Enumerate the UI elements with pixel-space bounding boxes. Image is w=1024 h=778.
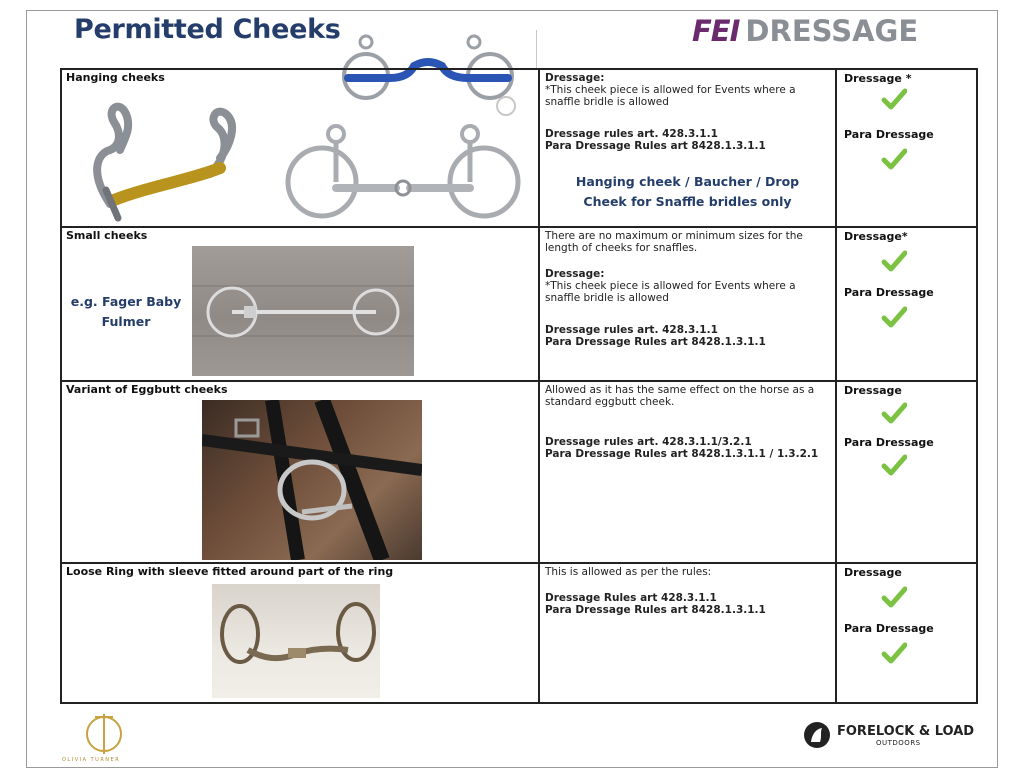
example-note: e.g. Fager Baby Fulmer	[70, 294, 182, 329]
desc-intro: This is allowed as per the rules:	[545, 566, 712, 578]
olivia-turner-text: OLIVIA TURNER	[62, 757, 121, 763]
page-title: Permitted Cheeks	[74, 14, 341, 45]
loose-ring-bit-photo	[212, 584, 380, 698]
fei-logo-text: FEI	[692, 14, 740, 48]
table-row-loose-ring	[62, 564, 976, 702]
rule-para-dressage: Para Dressage Rules art 8428.1.3.1.1	[545, 604, 766, 616]
check-icon	[881, 454, 907, 476]
rule-dressage: Dressage rules art. 428.3.1.1	[545, 324, 718, 336]
rule-para-dressage: Para Dressage Rules art 8428.1.3.1.1 / 1.3.2.1	[545, 448, 819, 460]
table-row-hanging-cheeks	[62, 70, 976, 228]
row-title: Hanging cheeks	[66, 71, 165, 84]
table-row-eggbutt-cheeks	[62, 382, 976, 564]
check-icon	[881, 88, 907, 110]
permission-cell	[837, 564, 976, 702]
row-title: Loose Ring with sleeve fitted around part of the ring	[66, 565, 394, 578]
perm-para-dressage-label: Para Dressage	[844, 286, 934, 299]
rule-para-dressage: Para Dressage Rules art 8428.1.3.1.1	[545, 336, 766, 348]
desc-text: *This cheek piece is allowed for Events where a snaffle bridle is allowed	[545, 84, 796, 108]
table-row-small-cheeks	[62, 228, 976, 382]
check-icon	[881, 586, 907, 608]
forelock-load-horse-icon	[802, 720, 832, 750]
olivia-turner-logo	[84, 712, 124, 756]
permission-cell	[837, 382, 976, 562]
row-title: Variant of Eggbutt cheeks	[66, 383, 228, 396]
row-title: Small cheeks	[66, 229, 148, 242]
rule-dressage: Dressage rules art. 428.3.1.1	[545, 128, 718, 140]
check-icon	[881, 250, 907, 272]
check-icon	[881, 642, 907, 664]
check-icon	[881, 148, 907, 170]
cheek-image-cell	[62, 382, 540, 562]
description-cell	[540, 70, 837, 226]
dressage-logo-text: DRESSAGE	[745, 14, 919, 48]
desc-heading: Dressage:	[545, 72, 605, 84]
perm-para-dressage-label: Para Dressage	[844, 622, 934, 635]
hanging-cheek-note: Hanging cheek / Baucher / Drop Cheek for Snaffle bridles only	[575, 174, 800, 209]
perm-dressage-label: Dressage *	[844, 72, 912, 85]
perm-para-dressage-label: Para Dressage	[844, 436, 934, 449]
check-icon	[881, 402, 907, 424]
loose-ring-bit-image	[212, 584, 380, 698]
description-cell	[540, 564, 837, 702]
perm-dressage-label: Dressage*	[844, 230, 908, 243]
header-divider	[536, 30, 537, 68]
cheek-image-cell	[62, 70, 540, 226]
permitted-cheeks-table	[60, 68, 978, 704]
forelock-load-name: FORELOCK & LOAD	[837, 724, 975, 739]
eggbutt-bit-image	[202, 400, 422, 560]
check-icon	[881, 306, 907, 328]
cheek-image-cell	[62, 228, 540, 380]
desc-text: *This cheek piece is allowed for Events where a snaffle bridle is allowed	[545, 280, 796, 304]
desc-intro: There are no maximum or minimum sizes for the length of cheeks for snaffles.	[545, 230, 803, 254]
forelock-load-subtitle: OUTDOORS	[876, 739, 921, 747]
rule-para-dressage: Para Dressage Rules art 8428.1.3.1.1	[545, 140, 766, 152]
hanging-cheek-gold-bit-image	[80, 94, 240, 224]
description-cell	[540, 228, 837, 380]
rule-dressage: Dressage rules art. 428.3.1.1/3.2.1	[545, 436, 752, 448]
rule-dressage: Dressage Rules art 428.3.1.1	[545, 592, 717, 604]
perm-dressage-label: Dressage	[844, 566, 902, 579]
perm-dressage-label: Dressage	[844, 384, 902, 397]
small-cheek-bit-image	[192, 246, 414, 376]
perm-para-dressage-label: Para Dressage	[844, 128, 934, 141]
small-cheek-bit-photo	[192, 246, 414, 376]
permission-cell	[837, 228, 976, 380]
description-cell	[540, 382, 837, 562]
cheek-image-cell	[62, 564, 540, 702]
desc-intro: Allowed as it has the same effect on the horse as a standard eggbutt cheek.	[545, 384, 815, 408]
eggbutt-horse-photo	[202, 400, 422, 560]
permission-cell	[837, 70, 976, 226]
hanging-cheek-silver-bit-image	[272, 122, 534, 222]
desc-heading: Dressage:	[545, 268, 605, 280]
fei-dressage-logo	[692, 14, 918, 48]
